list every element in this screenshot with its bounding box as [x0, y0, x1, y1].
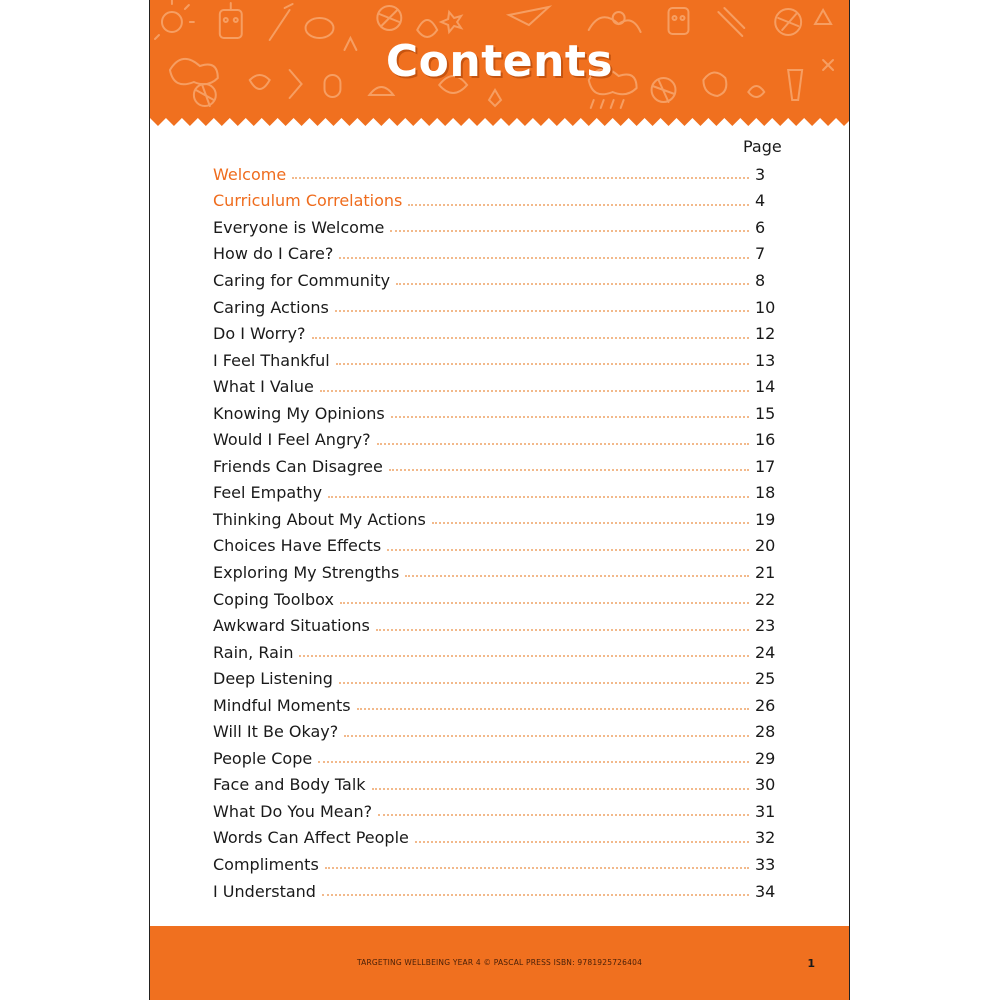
toc-entry-title: Friends Can Disagree	[213, 456, 383, 476]
dot-leader	[376, 629, 749, 631]
dot-leader	[336, 363, 749, 365]
toc-entry	[213, 347, 793, 374]
toc-entry-page: 12	[755, 324, 776, 344]
toc-entry-title: Would I Feel Angry?	[213, 430, 371, 450]
toc-entry-title: Deep Listening	[213, 669, 333, 689]
toc-entry-title: Welcome	[213, 164, 287, 184]
toc-entry-page: 29	[755, 748, 776, 768]
toc-entry-title: Feel Empathy	[213, 483, 323, 503]
footer-banner	[150, 926, 849, 1000]
toc-entry	[213, 214, 793, 241]
toc-entry	[213, 320, 793, 347]
toc-entry-page: 19	[755, 509, 776, 529]
toc-entry	[213, 373, 793, 400]
toc-entry	[213, 294, 793, 321]
toc-entry-title: Exploring My Strengths	[213, 562, 400, 582]
toc-entry	[213, 878, 793, 905]
toc-entry-page: 6	[755, 217, 766, 237]
toc-entry-title: How do I Care?	[213, 244, 334, 264]
toc-entry-page: 32	[755, 828, 776, 848]
toc-entry-page: 13	[755, 350, 776, 370]
toc-entry-page: 25	[755, 669, 776, 689]
toc-entry-title: Awkward Situations	[213, 616, 370, 636]
toc-entry-title: Choices Have Effects	[213, 536, 382, 556]
header-banner	[150, 0, 849, 126]
toc-entry	[213, 745, 793, 772]
dot-leader	[318, 761, 749, 763]
toc-entry-page: 20	[755, 536, 776, 556]
dot-leader	[389, 469, 749, 471]
toc-entry	[213, 188, 793, 215]
toc-entry-title: Rain, Rain	[213, 642, 294, 662]
toc-entry	[213, 639, 793, 666]
toc-entry	[213, 533, 793, 560]
toc-entry-page: 21	[755, 562, 776, 582]
toc-entry-page: 16	[755, 430, 776, 450]
toc-entry	[213, 426, 793, 453]
toc-entry	[213, 586, 793, 613]
toc-entry-page: 28	[755, 722, 776, 742]
dot-leader	[335, 310, 749, 312]
dot-leader	[387, 549, 749, 551]
toc-entry-title: Mindful Moments	[213, 695, 351, 715]
dot-leader	[322, 894, 749, 896]
toc-entry-title: I Understand	[213, 881, 316, 901]
toc-entry-title: Compliments	[213, 854, 319, 874]
toc-entry	[213, 665, 793, 692]
dot-leader	[390, 230, 749, 232]
toc-entry	[213, 559, 793, 586]
toc-entry	[213, 692, 793, 719]
toc-entry-title: Caring for Community	[213, 270, 391, 290]
toc-entry-page: 31	[755, 801, 776, 821]
toc-entry-page: 30	[755, 775, 776, 795]
toc-entry	[213, 825, 793, 852]
dot-leader	[391, 416, 749, 418]
dot-leader	[432, 522, 749, 524]
toc-entry	[213, 400, 793, 427]
toc-entry	[213, 612, 793, 639]
toc-entry	[213, 718, 793, 745]
footer-page-number: 1	[807, 957, 815, 970]
toc-entry-title: People Cope	[213, 748, 313, 768]
toc-entry-title: Coping Toolbox	[213, 589, 334, 609]
toc-entry-page: 10	[755, 297, 776, 317]
toc-entry-title: Will It Be Okay?	[213, 722, 339, 742]
toc-entry-title: Everyone is Welcome	[213, 217, 385, 237]
dot-leader	[339, 257, 749, 259]
page-column-label: Page	[743, 137, 782, 156]
toc-entry-title: Face and Body Talk	[213, 775, 366, 795]
dot-leader	[339, 682, 749, 684]
toc-entry-page: 14	[755, 377, 776, 397]
toc-entry-page: 3	[755, 164, 766, 184]
dot-leader	[378, 814, 749, 816]
dot-leader	[292, 177, 749, 179]
dot-leader	[299, 655, 749, 657]
toc-entry-title: Thinking About My Actions	[213, 509, 426, 529]
table-of-contents	[213, 161, 793, 904]
dot-leader	[344, 735, 749, 737]
toc-entry-page: 17	[755, 456, 776, 476]
toc-entry-title: I Feel Thankful	[213, 350, 330, 370]
dot-leader	[405, 575, 749, 577]
toc-entry	[213, 851, 793, 878]
dot-leader	[377, 443, 749, 445]
dot-leader	[357, 708, 749, 710]
toc-entry	[213, 241, 793, 268]
toc-entry-page: 26	[755, 695, 776, 715]
page-title: Contents	[385, 36, 614, 87]
toc-entry-title: Do I Worry?	[213, 324, 306, 344]
toc-entry-page: 4	[755, 191, 766, 211]
toc-entry-page: 18	[755, 483, 776, 503]
toc-entry	[213, 453, 793, 480]
toc-entry-page: 24	[755, 642, 776, 662]
toc-entry	[213, 798, 793, 825]
toc-entry-page: 15	[755, 403, 776, 423]
dot-leader	[325, 867, 749, 869]
dot-leader	[408, 204, 749, 206]
toc-entry-title: Words Can Affect People	[213, 828, 409, 848]
toc-entry-page: 22	[755, 589, 776, 609]
dot-leader	[396, 283, 749, 285]
toc-entry	[213, 506, 793, 533]
book-page	[149, 0, 850, 1000]
toc-entry-page: 34	[755, 881, 776, 901]
footer-credit: TARGETING WELLBEING YEAR 4 © PASCAL PRESS ISBN: 9781925726404	[356, 958, 643, 967]
toc-entry	[213, 267, 793, 294]
toc-entry-page: 7	[755, 244, 766, 264]
toc-entry	[213, 161, 793, 188]
toc-entry-page: 8	[755, 270, 766, 290]
toc-entry-title: Curriculum Correlations	[213, 191, 403, 211]
dot-leader	[415, 841, 749, 843]
toc-entry-page: 23	[755, 616, 776, 636]
dot-leader	[328, 496, 749, 498]
dot-leader	[320, 390, 749, 392]
dot-leader	[312, 337, 749, 339]
toc-entry-title: Knowing My Opinions	[213, 403, 385, 423]
dot-leader	[372, 788, 749, 790]
toc-entry	[213, 772, 793, 799]
toc-entry-title: What Do You Mean?	[213, 801, 373, 821]
toc-entry	[213, 480, 793, 507]
toc-entry-title: What I Value	[213, 377, 314, 397]
toc-entry-page: 33	[755, 854, 776, 874]
dot-leader	[340, 602, 749, 604]
toc-entry-title: Caring Actions	[213, 297, 329, 317]
